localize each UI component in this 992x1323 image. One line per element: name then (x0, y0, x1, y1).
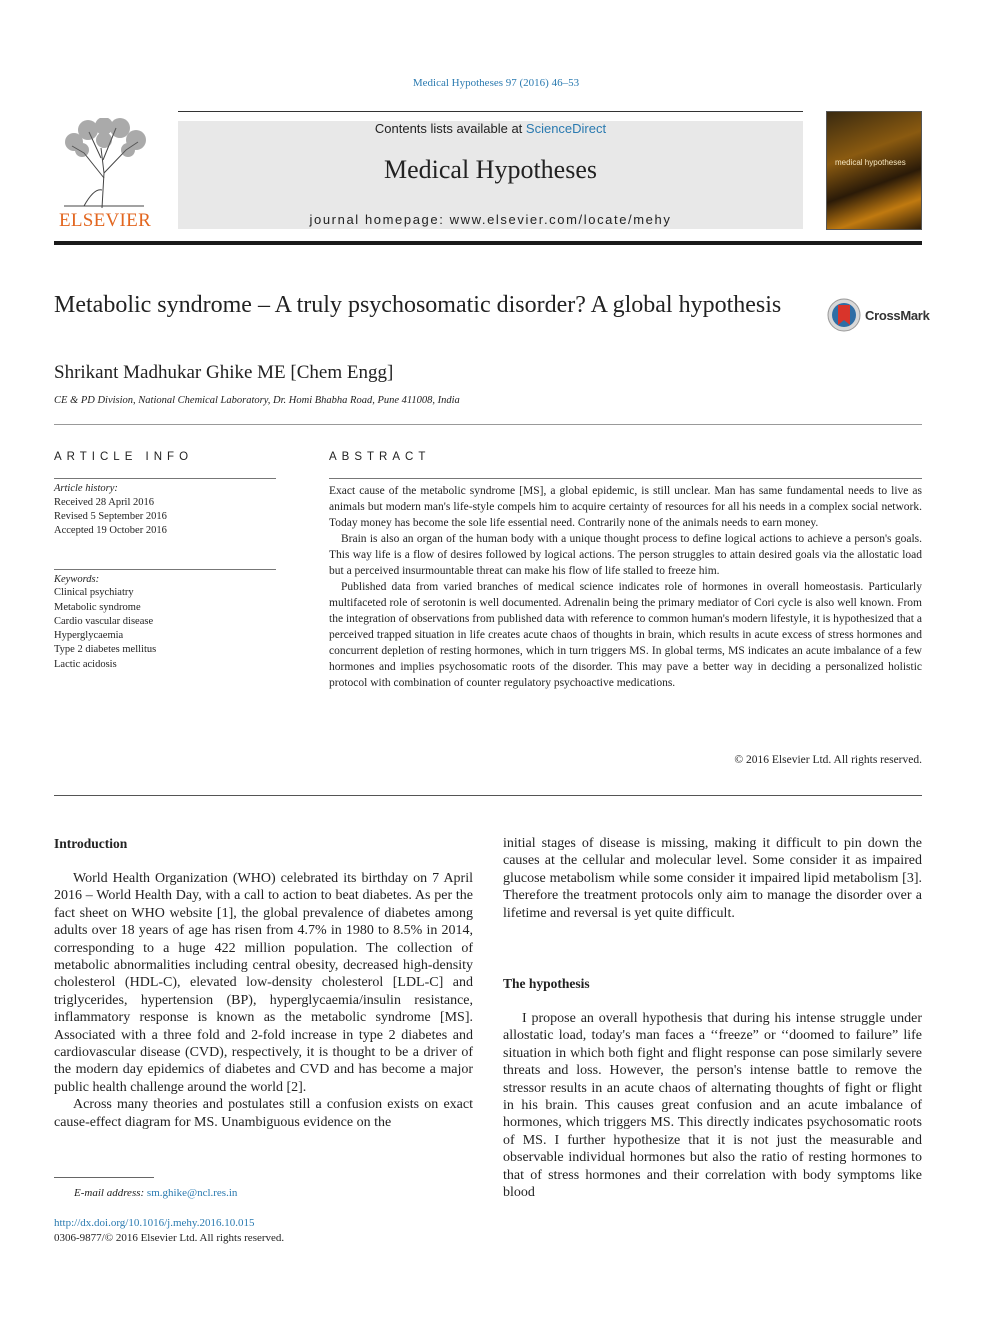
elsevier-wordmark: ELSEVIER (58, 210, 152, 231)
abstract-paragraph: Published data from varied branches of medical science indicates role of hormones in overall homeostasis. Particularly multifaceted role of serotonin is well documented. Adrenalin being the primary mediator of Cori cycle is also well known. From the integration of observations from published data with reference to common human's modern lifestyle, it is hypothesized that a perceived trapped situation in life creates acute chaos of thoughts in brain, which results in acute excess of stress hormones and concurrent depletion of resting hormones, which in turn triggers MS. In global terms, MS indicates an acute imbalance of a few hormones and implies psychosomatic roots of the disorder. This may pave a better way in deciding a personalized holistic protocol with combination of counter regulatory psychoactive medications. (329, 581, 922, 689)
issn-line: 0306-9877/© 2016 Elsevier Ltd. All rights reserved. (54, 1232, 285, 1244)
abstract-paragraph: Exact cause of the metabolic syndrome [MS], a global epidemic, is still unclear. Man has same fundamental needs to live as animals but modern man's life-style compels him to acquire certainty of resources for all his needs in a complex social network. Today money has become the sole life essential need. Contrarily none of the animals needs to earn money. (329, 485, 922, 529)
history-revised: Revised 5 September 2016 (54, 511, 167, 522)
abstract-rule (329, 478, 922, 479)
section-heading-introduction: Introduction (54, 836, 128, 851)
body-column-left (54, 870, 473, 1131)
article-title: Metabolic syndrome – A truly psychosomatic disorder? A global hypothesis (54, 292, 782, 318)
crossmark-label: CrossMark (865, 308, 930, 323)
abstract-copyright: © 2016 Elsevier Ltd. All rights reserved. (734, 754, 922, 766)
keyword-item: Metabolic syndrome (54, 602, 141, 613)
body-column-right-top (503, 835, 922, 922)
crossmark-icon (826, 297, 862, 333)
sciencedirect-link[interactable]: ScienceDirect (525, 121, 607, 136)
journal-citation[interactable]: Medical Hypotheses 97 (2016) 46–53 (412, 77, 580, 89)
footnote-rule (54, 1177, 154, 1178)
history-received: Received 28 April 2016 (54, 497, 155, 508)
keyword-item: Hyperglycaemia (54, 630, 124, 641)
footnote-email (74, 1187, 237, 1199)
article-info-rule (54, 478, 276, 479)
body-paragraph: World Health Organization (WHO) celebrated its birthday on 7 April 2016 – World Health Day, with a call to action to beat diabetes. As per the fact sheet on WHO website [1], the global prevalence of diabetes among adults over 18 years of age has risen from 4.7% in 1980 to 8.5% in 2014, corresponding to a huge 422 million population. The collection of metabolic abnormalities including central obesity, decreased high-density cholesterol (HDL-C), elevated low-density cholesterol [LDL-C] and triglycerides, hypertension (BP), hyperglycaemia/insulin resistance, inflammatory response is known as the metabolic syndrome [MS]. Associated with a three fold and 2-fold increase in type 2 diabetes and cardiovascular disease (CVD), respectively, it is thought to be a driver of the modern day epidemics of diabetes and CVD and has become a major public health challenge around the world [2]. (54, 871, 473, 1095)
author-name: Shrikant Madhukar Ghike ME [Chem Engg] (54, 362, 394, 383)
body-paragraph: Across many theories and postulates still a confusion exists on exact cause-effect diagram for MS. Unambiguous evidence on the (54, 1097, 473, 1130)
keyword-item: Type 2 diabetes mellitus (54, 644, 157, 655)
abstract-text (329, 483, 922, 691)
doi-link[interactable]: http://dx.doi.org/10.1016/j.mehy.2016.10.015 (54, 1217, 255, 1229)
header-rule (178, 111, 803, 112)
author-affiliation: CE & PD Division, National Chemical Laboratory, Dr. Homi Bhabha Road, Pune 411008, India (54, 395, 460, 406)
abstract-heading: ABSTRACT (329, 451, 431, 463)
keyword-item: Lactic acidosis (54, 659, 117, 670)
keywords-label: Keywords: (54, 574, 100, 585)
article-info-heading: ARTICLE INFO (54, 451, 194, 463)
history-label: Article history: (54, 483, 118, 494)
journal-name: Medical Hypotheses (383, 155, 597, 184)
keyword-item: Clinical psychiatry (54, 587, 134, 598)
section-heading-hypothesis: The hypothesis (503, 976, 590, 991)
email-label: E-mail address: (74, 1187, 147, 1199)
history-accepted: Accepted 19 October 2016 (54, 525, 167, 536)
title-separator (54, 424, 922, 425)
contents-line (178, 121, 803, 136)
abstract-paragraph: Brain is also an organ of the human body with a unique thought process to define logical actions to achieve a person's goals. This way life is a flow of desires followed by logical actions. The person struggles to attain desired goals via the allostatic load but a perceived insurmountable threat can make his flow of life stalled to freeze him. (329, 533, 922, 577)
cover-title: medical hypotheses (835, 158, 906, 167)
body-column-right-bottom (503, 1010, 922, 1201)
journal-homepage[interactable]: journal homepage: www.elsevier.com/locate/mehy (309, 212, 672, 227)
contents-prefix: Contents lists available at (374, 121, 526, 136)
email-link[interactable]: sm.ghike@ncl.res.in (146, 1187, 238, 1199)
header-thick-rule (54, 241, 922, 245)
body-paragraph: initial stages of disease is missing, making it difficult to pin down the causes at the cellular and molecular level. Some consider it as impaired glucose metabolism while some consider it impaired lipid metabolism [3]. Therefore the treatment protocols only aim to manage the disorder over a lifetime and reversal is yet quite difficult. (503, 836, 922, 921)
keyword-item: Cardio vascular disease (54, 616, 154, 627)
journal-cover-image[interactable] (826, 111, 922, 230)
abstract-separator (54, 795, 922, 796)
body-paragraph: I propose an overall hypothesis that during his intense struggle under allostatic load, today's man faces a ‘‘freeze” or ‘‘doomed to failure” life situation in which both fight and flight response can pose similarly severe threats and loss. However, the person's intense battle to remove the stressor results in an acute chaos of alternating thoughts of fight or flight in his brain. This causes great confusion and an acute imbalance of hormones, which triggers MS. This directly indicates psychosomatic roots of MS. I further hypothesize that it is not just the measurable and observable individual hormones but also the ratio of resting hormones to that of stress hormones and their correlation with body symptoms like blood (503, 1011, 922, 1201)
keywords-rule (54, 569, 276, 570)
